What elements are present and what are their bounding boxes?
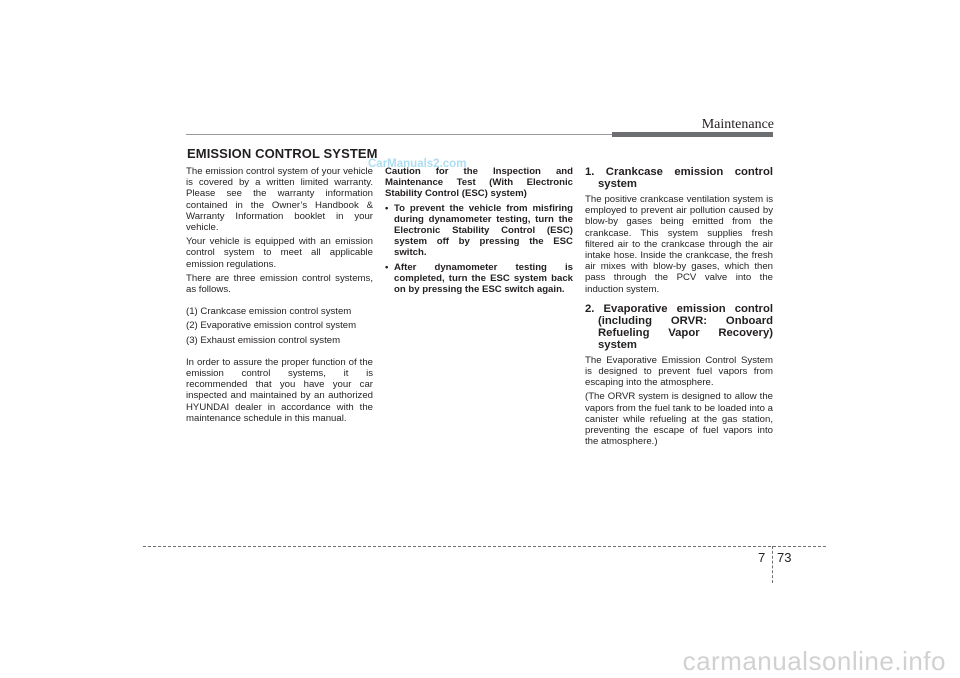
column-middle [385, 166, 573, 298]
chapter-number: 7 [758, 550, 766, 565]
list-item: (3) Exhaust emission control system [186, 334, 341, 346]
header-title: Maintenance [701, 117, 774, 132]
caution-heading: Caution for the Inspection and Maintenance Test (With Electronic Stability Control (ESC) system) [385, 166, 573, 200]
paragraph: The emission control system of your vehicle is covered by a written limited warranty. Please see the warranty information contained in the Owner’s Handbook & Warranty Information booklet in your vehicle. [186, 166, 373, 234]
column-right [585, 166, 773, 450]
subheading: 2. Evaporative emission control (including ORVR: Onboard Refueling Vapor Recovery) system [585, 302, 773, 351]
list-item: (2) Evaporative emission control system [186, 320, 357, 332]
list-item: (1) Crankcase emission control system [186, 306, 352, 318]
paragraph: Your vehicle is equipped with an emission control system to meet all applicable emission regulations. [186, 236, 373, 270]
list-item: • After dynamometer testing is completed, turn the ESC system back on by pressing the ESC switch again. [385, 262, 573, 296]
site-watermark: carmanualsonline.info [682, 646, 946, 676]
section-title: EMISSION CONTROL SYSTEM [187, 146, 378, 161]
caution-list [385, 203, 573, 296]
footer-vertical-divider [772, 546, 773, 583]
page-number: 73 [777, 550, 792, 565]
paragraph: In order to assure the proper function of the emission control systems, it is recommended that you have your car inspected and maintained by an authorized HYUNDAI dealer in accordance with the maintenance schedule in this manual. [186, 356, 373, 424]
subheading: 1. Crankcase emission control system [585, 166, 773, 190]
paragraph: There are three emission control systems, as follows. [186, 272, 373, 296]
paragraph: (The ORVR system is designed to allow the vapors from the fuel tank to be loaded into a canister while refueling at the gas station, preventing the escape of fuel vapors into the atmosphere.) [585, 391, 773, 448]
header-tab-bar [612, 132, 773, 137]
list-item: • To prevent the vehicle from misfiring during dynamometer testing, turn the Electronic Stability Control (ESC) system off by pressing the ESC switch. [385, 203, 573, 259]
watermark: CarManuals2.com [368, 158, 467, 170]
column-left [186, 166, 373, 427]
paragraph: The Evaporative Emission Control System is designed to prevent fuel vapors from escaping into the atmosphere. [585, 354, 773, 389]
footer-divider [143, 546, 826, 547]
paragraph: The positive crankcase ventilation system is employed to prevent air pollution caused by blow-by gases being emitted from the crankcase. This system supplies fresh filtered air to the crankcase through the air intake hose. Inside the crankcase, the fresh air mixes with blow-by gases, which then pass through the PCV valve into the induction system. [585, 194, 773, 295]
